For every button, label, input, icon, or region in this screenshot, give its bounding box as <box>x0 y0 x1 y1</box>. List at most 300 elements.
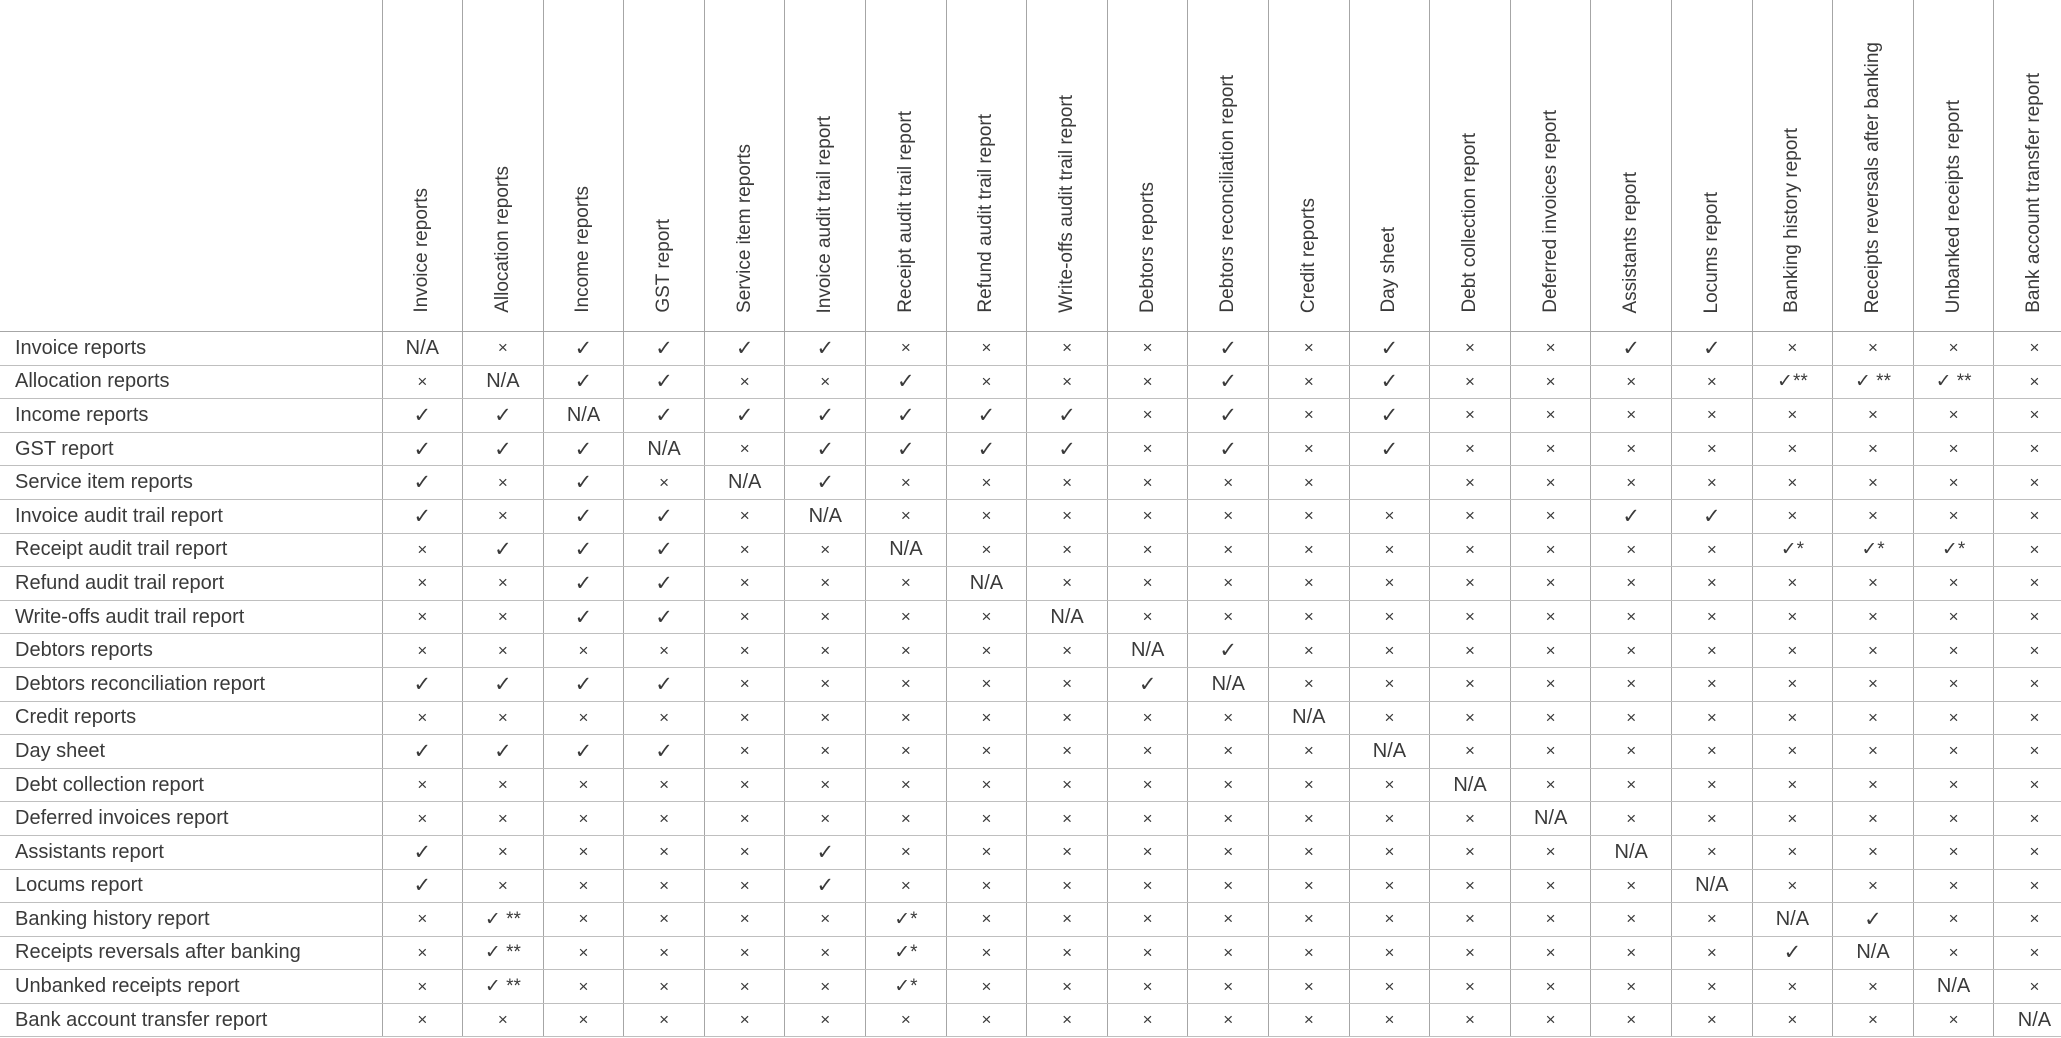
cross-cell: × <box>1107 466 1188 500</box>
cross-cell: × <box>1510 869 1591 903</box>
column-header <box>1027 0 1108 332</box>
cross-cell: × <box>1107 802 1188 836</box>
cross-cell: × <box>1833 466 1914 500</box>
cross-cell: × <box>382 970 463 1004</box>
cross-cell: × <box>543 768 624 802</box>
cross-cell: × <box>624 1003 705 1037</box>
check-cell: ✓ <box>1188 399 1269 433</box>
na-cell: N/A <box>382 332 463 366</box>
column-header-label: Receipts reversals after banking <box>1861 41 1883 313</box>
na-cell: N/A <box>1107 634 1188 668</box>
check-cell: ✓ <box>463 533 544 567</box>
check-cell: ✓ <box>543 499 624 533</box>
row-header-label: Debtors reports <box>0 634 382 668</box>
cross-cell: × <box>543 869 624 903</box>
cross-cell: × <box>1107 768 1188 802</box>
cross-cell: × <box>1752 332 1833 366</box>
cross-cell: × <box>946 970 1027 1004</box>
cross-cell: × <box>1107 399 1188 433</box>
cross-cell: × <box>1994 869 2061 903</box>
cross-cell: × <box>1833 399 1914 433</box>
row-header-label: Write-offs audit trail report <box>0 600 382 634</box>
cross-cell: × <box>463 466 544 500</box>
cross-cell: × <box>1833 432 1914 466</box>
cross-cell: × <box>1269 600 1350 634</box>
table-row <box>0 835 2061 869</box>
row-header-label: Receipt audit trail report <box>0 533 382 567</box>
cross-cell: × <box>1994 970 2061 1004</box>
column-header-label: GST report <box>653 219 675 313</box>
cross-cell: × <box>1349 936 1430 970</box>
cross-cell: × <box>1833 1003 1914 1037</box>
na-cell: N/A <box>1994 1003 2061 1037</box>
cross-cell: × <box>624 835 705 869</box>
cross-cell: × <box>1994 768 2061 802</box>
cross-cell: × <box>1752 835 1833 869</box>
cross-cell: × <box>1269 802 1350 836</box>
cross-cell: × <box>1269 634 1350 668</box>
cross-cell: × <box>1994 567 2061 601</box>
check-cell: ✓ <box>543 365 624 399</box>
cross-cell: × <box>1752 432 1833 466</box>
row-header-label: GST report <box>0 432 382 466</box>
cross-cell: × <box>1188 970 1269 1004</box>
cross-cell: × <box>1269 970 1350 1004</box>
cross-cell: × <box>1672 802 1753 836</box>
cross-cell: × <box>946 499 1027 533</box>
cross-cell: × <box>463 600 544 634</box>
cross-cell: × <box>785 802 866 836</box>
cross-cell: × <box>1188 735 1269 769</box>
cross-cell: × <box>1188 869 1269 903</box>
cross-cell: × <box>946 466 1027 500</box>
cross-cell: × <box>1752 869 1833 903</box>
column-header-label: Debtors reconciliation report <box>1217 75 1239 313</box>
cross-cell: × <box>946 365 1027 399</box>
check-cell: ✓ <box>382 869 463 903</box>
cross-cell: × <box>1591 466 1672 500</box>
cross-cell: × <box>1349 567 1430 601</box>
table-row <box>0 399 2061 433</box>
cross-cell: × <box>1269 432 1350 466</box>
cross-cell: × <box>1752 768 1833 802</box>
check-note-cell: ✓** <box>1752 365 1833 399</box>
cross-cell: × <box>1430 970 1511 1004</box>
cross-cell: × <box>1349 903 1430 937</box>
cross-cell: × <box>946 835 1027 869</box>
cross-cell: × <box>704 903 785 937</box>
column-header-label: Invoice audit trail report <box>814 115 836 313</box>
check-cell: ✓ <box>1188 365 1269 399</box>
column-header <box>463 0 544 332</box>
cross-cell: × <box>1188 903 1269 937</box>
na-cell: N/A <box>946 567 1027 601</box>
check-note-cell: ✓* <box>866 936 947 970</box>
column-header <box>1107 0 1188 332</box>
cross-cell: × <box>1107 432 1188 466</box>
cross-cell: × <box>704 365 785 399</box>
column-header-label: Debt collection report <box>1459 133 1481 313</box>
cross-cell: × <box>1994 399 2061 433</box>
column-header <box>1591 0 1672 332</box>
cross-cell: × <box>1510 1003 1591 1037</box>
check-note-cell: ✓ ** <box>463 970 544 1004</box>
cross-cell: × <box>1913 466 1994 500</box>
cross-cell: × <box>1027 701 1108 735</box>
cross-cell: × <box>1269 567 1350 601</box>
cross-cell: × <box>1510 365 1591 399</box>
cross-cell: × <box>1833 332 1914 366</box>
cross-cell: × <box>704 432 785 466</box>
cross-cell: × <box>1994 332 2061 366</box>
cross-cell: × <box>1672 365 1753 399</box>
check-cell: ✓ <box>946 432 1027 466</box>
cross-cell: × <box>704 499 785 533</box>
check-note-cell: ✓* <box>866 903 947 937</box>
check-cell: ✓ <box>1027 399 1108 433</box>
cross-cell: × <box>1994 936 2061 970</box>
check-note-cell: ✓* <box>1833 533 1914 567</box>
cross-cell: × <box>1510 835 1591 869</box>
check-note-cell: ✓ ** <box>1913 365 1994 399</box>
cross-cell: × <box>1430 735 1511 769</box>
cross-cell: × <box>1510 533 1591 567</box>
column-header <box>1430 0 1511 332</box>
cross-cell: × <box>1430 567 1511 601</box>
cross-cell: × <box>1913 802 1994 836</box>
cross-cell: × <box>1269 365 1350 399</box>
cross-cell: × <box>946 332 1027 366</box>
check-cell: ✓ <box>463 432 544 466</box>
check-cell: ✓ <box>543 600 624 634</box>
table-row <box>0 970 2061 1004</box>
table-row <box>0 903 2061 937</box>
cross-cell: × <box>1591 701 1672 735</box>
row-header-label: Receipts reversals after banking <box>0 936 382 970</box>
na-cell: N/A <box>624 432 705 466</box>
cross-cell: × <box>382 600 463 634</box>
cross-cell: × <box>1913 432 1994 466</box>
cross-cell: × <box>704 600 785 634</box>
cross-cell: × <box>1269 869 1350 903</box>
cross-cell: × <box>1269 533 1350 567</box>
cross-cell: × <box>1107 735 1188 769</box>
cross-cell: × <box>1430 903 1511 937</box>
check-cell: ✓ <box>1591 332 1672 366</box>
cross-cell: × <box>1913 600 1994 634</box>
cross-cell: × <box>1510 567 1591 601</box>
cross-cell: × <box>1994 432 2061 466</box>
cross-cell: × <box>785 936 866 970</box>
cross-cell: × <box>1027 869 1108 903</box>
cross-cell: × <box>1672 970 1753 1004</box>
check-cell: ✓ <box>1349 432 1430 466</box>
check-cell: ✓ <box>543 667 624 701</box>
cross-cell: × <box>1027 533 1108 567</box>
table-row <box>0 365 2061 399</box>
cross-cell: × <box>1269 903 1350 937</box>
cross-cell: × <box>1430 869 1511 903</box>
cross-cell: × <box>1430 802 1511 836</box>
cross-cell: × <box>382 365 463 399</box>
check-cell: ✓ <box>382 835 463 869</box>
cross-cell: × <box>785 735 866 769</box>
column-header <box>1994 0 2061 332</box>
check-cell: ✓ <box>543 432 624 466</box>
cross-cell: × <box>1430 835 1511 869</box>
cross-cell: × <box>866 735 947 769</box>
table-row <box>0 533 2061 567</box>
cross-cell: × <box>704 768 785 802</box>
cross-cell: × <box>1752 1003 1833 1037</box>
check-cell: ✓ <box>1672 332 1753 366</box>
check-cell: ✓ <box>1672 499 1753 533</box>
column-header <box>1349 0 1430 332</box>
cross-cell: × <box>866 600 947 634</box>
cross-cell: × <box>1107 970 1188 1004</box>
column-header-label: Day sheet <box>1378 227 1400 313</box>
check-cell: ✓ <box>704 332 785 366</box>
cross-cell: × <box>1752 802 1833 836</box>
check-cell: ✓ <box>1188 432 1269 466</box>
cross-cell: × <box>1027 634 1108 668</box>
cross-cell: × <box>382 1003 463 1037</box>
matrix-body <box>0 332 2061 1037</box>
table-row <box>0 802 2061 836</box>
cross-cell: × <box>1752 567 1833 601</box>
cross-cell: × <box>1188 600 1269 634</box>
table-row <box>0 567 2061 601</box>
check-note-cell: ✓* <box>1752 533 1833 567</box>
cross-cell: × <box>1591 802 1672 836</box>
cross-cell: × <box>1188 936 1269 970</box>
column-header <box>1269 0 1350 332</box>
cross-cell: × <box>1752 701 1833 735</box>
cross-cell: × <box>946 768 1027 802</box>
na-cell: N/A <box>1510 802 1591 836</box>
row-header-label: Debtors reconciliation report <box>0 667 382 701</box>
cross-cell: × <box>1833 768 1914 802</box>
check-cell: ✓ <box>624 499 705 533</box>
na-cell: N/A <box>1349 735 1430 769</box>
cross-cell: × <box>946 667 1027 701</box>
check-cell: ✓ <box>463 399 544 433</box>
na-cell: N/A <box>866 533 947 567</box>
cross-cell: × <box>463 567 544 601</box>
column-header-label: Allocation reports <box>491 166 513 313</box>
cross-cell: × <box>1349 667 1430 701</box>
cross-cell: × <box>624 936 705 970</box>
cross-cell: × <box>1430 365 1511 399</box>
cross-cell: × <box>382 903 463 937</box>
cross-cell: × <box>1027 970 1108 1004</box>
check-note-cell: ✓ ** <box>1833 365 1914 399</box>
na-cell: N/A <box>1269 701 1350 735</box>
cross-cell: × <box>946 533 1027 567</box>
check-cell: ✓ <box>543 332 624 366</box>
cross-cell: × <box>1833 701 1914 735</box>
cross-cell: × <box>1752 634 1833 668</box>
cross-cell: × <box>1591 903 1672 937</box>
cross-cell: × <box>1269 768 1350 802</box>
check-cell: ✓ <box>624 533 705 567</box>
check-cell: ✓ <box>624 567 705 601</box>
check-cell: ✓ <box>1349 365 1430 399</box>
cross-cell: × <box>1510 667 1591 701</box>
cross-cell: × <box>866 802 947 836</box>
column-header-label: Banking history report <box>1781 128 1803 313</box>
cross-cell: × <box>1107 499 1188 533</box>
na-cell: N/A <box>1027 600 1108 634</box>
cross-cell: × <box>1591 735 1672 769</box>
cross-cell: × <box>1913 634 1994 668</box>
check-cell: ✓ <box>1107 667 1188 701</box>
check-cell: ✓ <box>785 332 866 366</box>
cross-cell: × <box>1188 533 1269 567</box>
cross-cell: × <box>1752 667 1833 701</box>
cross-cell: × <box>1107 869 1188 903</box>
row-header-label: Allocation reports <box>0 365 382 399</box>
cross-cell: × <box>1913 499 1994 533</box>
cross-cell: × <box>1752 970 1833 1004</box>
column-header-label: Write-offs audit trail report <box>1056 95 1078 313</box>
cross-cell: × <box>946 936 1027 970</box>
cross-cell: × <box>1913 735 1994 769</box>
cross-cell: × <box>1188 802 1269 836</box>
check-note-cell: ✓ ** <box>463 936 544 970</box>
cross-cell: × <box>1510 399 1591 433</box>
cross-cell: × <box>1510 432 1591 466</box>
cross-cell: × <box>463 802 544 836</box>
table-row <box>0 600 2061 634</box>
cross-cell: × <box>624 869 705 903</box>
check-cell: ✓ <box>382 432 463 466</box>
blank-cell <box>1349 466 1430 500</box>
cross-cell: × <box>463 1003 544 1037</box>
row-header-label: Unbanked receipts report <box>0 970 382 1004</box>
cross-cell: × <box>785 768 866 802</box>
cross-cell: × <box>1430 634 1511 668</box>
cross-cell: × <box>463 332 544 366</box>
cross-cell: × <box>1913 1003 1994 1037</box>
cross-cell: × <box>1913 869 1994 903</box>
cross-cell: × <box>1833 634 1914 668</box>
cross-cell: × <box>1027 735 1108 769</box>
cross-cell: × <box>1107 567 1188 601</box>
check-cell: ✓ <box>866 365 947 399</box>
cross-cell: × <box>624 802 705 836</box>
cross-cell: × <box>1430 600 1511 634</box>
check-cell: ✓ <box>543 735 624 769</box>
cross-cell: × <box>785 903 866 937</box>
check-cell: ✓ <box>543 567 624 601</box>
cross-cell: × <box>1510 600 1591 634</box>
row-header-label: Invoice reports <box>0 332 382 366</box>
column-header <box>946 0 1027 332</box>
cross-cell: × <box>1349 1003 1430 1037</box>
cross-cell: × <box>946 869 1027 903</box>
na-cell: N/A <box>1672 869 1753 903</box>
table-row <box>0 1003 2061 1037</box>
na-cell: N/A <box>543 399 624 433</box>
cross-cell: × <box>1672 701 1753 735</box>
cross-cell: × <box>1430 466 1511 500</box>
cross-cell: × <box>1994 667 2061 701</box>
cross-cell: × <box>1430 936 1511 970</box>
cross-cell: × <box>624 970 705 1004</box>
check-note-cell: ✓ ** <box>463 903 544 937</box>
cross-cell: × <box>1349 970 1430 1004</box>
cross-cell: × <box>463 768 544 802</box>
check-cell: ✓ <box>785 869 866 903</box>
check-note-cell: ✓* <box>1913 533 1994 567</box>
check-cell: ✓ <box>624 399 705 433</box>
cross-cell: × <box>624 768 705 802</box>
cross-cell: × <box>1349 533 1430 567</box>
cross-cell: × <box>1430 1003 1511 1037</box>
check-cell: ✓ <box>785 466 866 500</box>
cross-cell: × <box>866 332 947 366</box>
cross-cell: × <box>1833 567 1914 601</box>
cross-cell: × <box>463 634 544 668</box>
cross-cell: × <box>704 701 785 735</box>
cross-cell: × <box>1672 903 1753 937</box>
cross-cell: × <box>946 735 1027 769</box>
row-header-label: Income reports <box>0 399 382 433</box>
column-header <box>1188 0 1269 332</box>
cross-cell: × <box>1269 399 1350 433</box>
cross-cell: × <box>1188 701 1269 735</box>
cross-cell: × <box>704 835 785 869</box>
cross-cell: × <box>704 869 785 903</box>
cross-cell: × <box>946 701 1027 735</box>
row-header-label: Invoice audit trail report <box>0 499 382 533</box>
cross-cell: × <box>946 600 1027 634</box>
row-header-label: Refund audit trail report <box>0 567 382 601</box>
cross-cell: × <box>1430 667 1511 701</box>
cross-cell: × <box>543 1003 624 1037</box>
check-cell: ✓ <box>624 365 705 399</box>
cross-cell: × <box>1027 332 1108 366</box>
cross-cell: × <box>1913 768 1994 802</box>
check-cell: ✓ <box>866 432 947 466</box>
check-cell: ✓ <box>1188 332 1269 366</box>
cross-cell: × <box>1994 903 2061 937</box>
cross-cell: × <box>1672 600 1753 634</box>
cross-cell: × <box>1994 499 2061 533</box>
column-header <box>1672 0 1753 332</box>
cross-cell: × <box>1269 1003 1350 1037</box>
cross-cell: × <box>1913 936 1994 970</box>
check-cell: ✓ <box>946 399 1027 433</box>
check-cell: ✓ <box>1591 499 1672 533</box>
cross-cell: × <box>1027 466 1108 500</box>
cross-cell: × <box>1430 701 1511 735</box>
cross-cell: × <box>1188 768 1269 802</box>
table-row <box>0 936 2061 970</box>
cross-cell: × <box>1913 667 1994 701</box>
table-row <box>0 466 2061 500</box>
cross-cell: × <box>382 936 463 970</box>
cross-cell: × <box>382 567 463 601</box>
cross-cell: × <box>1107 835 1188 869</box>
cross-cell: × <box>382 701 463 735</box>
cross-cell: × <box>463 701 544 735</box>
row-header-label: Banking history report <box>0 903 382 937</box>
check-cell: ✓ <box>382 499 463 533</box>
row-header-label: Day sheet <box>0 735 382 769</box>
cross-cell: × <box>1269 667 1350 701</box>
